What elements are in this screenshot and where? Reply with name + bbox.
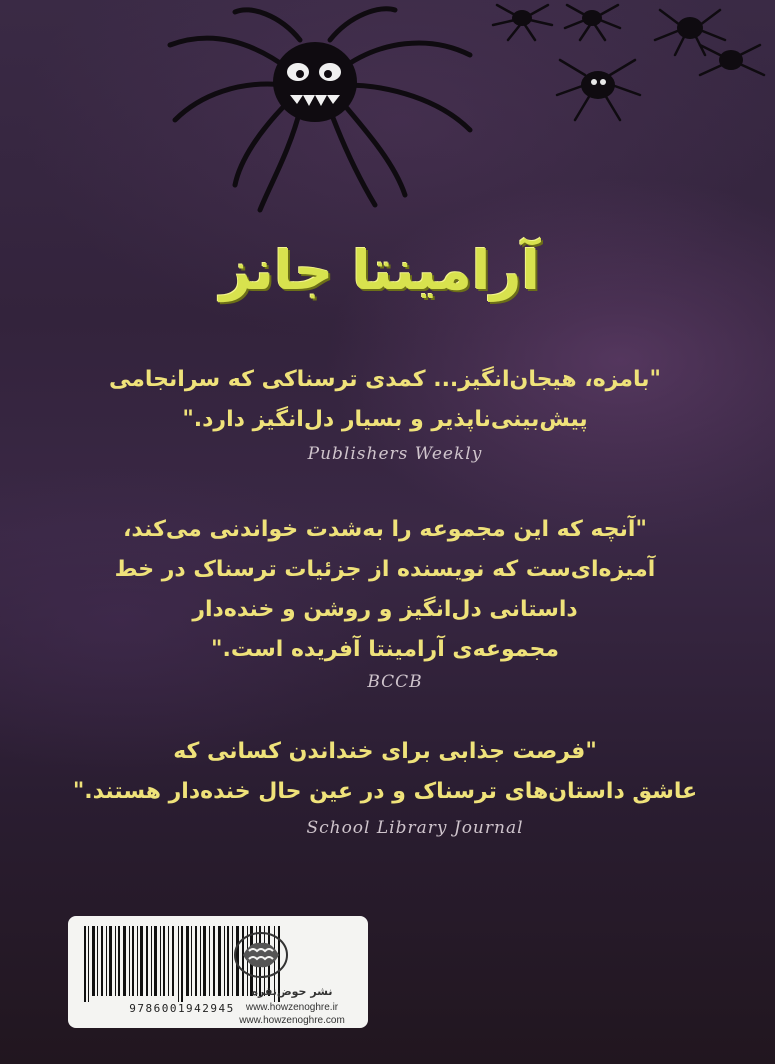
book-title: آرامینتا جانز [220,239,540,302]
quote-line: "فرصت جذابی برای خنداندن کسانی که [173,739,597,764]
quote-line: "آنچه که این مجموعه را به‌شدت خواندنی می‌کند، [123,517,647,542]
quote-bccb [55,510,715,670]
quote-source: School Library Journal [306,818,524,838]
isbn-number: 9786001942945 [129,1002,235,1015]
publisher-logo-icon [233,929,289,981]
quote-line: آمیزه‌ای‌ست که نویسنده از جزئیات ترسناک در خط [114,557,656,582]
website-link[interactable]: www.howzenoghre.com [239,1015,345,1026]
quote-school-library-journal [55,732,715,812]
quote-line: عاشق داستان‌های ترسناک و در عین حال خنده‌دار هستند." [72,779,698,804]
quote-line: "بامزه، هیجان‌انگیز... کمدی ترسناکی که سرانجامی [109,367,661,392]
quote-source: BCCB [367,672,423,692]
quote-source: Publishers Weekly [307,444,483,464]
quote-line: پیش‌بینی‌ناپذیر و بسیار دل‌انگیز دارد." [182,407,588,432]
quote-publishers-weekly [55,360,715,440]
website-link[interactable]: www.howzenoghre.ir [245,1002,339,1013]
quote-line: داستانی دل‌انگیز و روشن و خنده‌دار [192,597,578,622]
spiders-illustration [0,0,775,230]
quote-line: مجموعه‌ی آرامینتا آفریده است." [211,637,559,662]
publisher-name: نشر حوض‌نقره [251,985,333,998]
